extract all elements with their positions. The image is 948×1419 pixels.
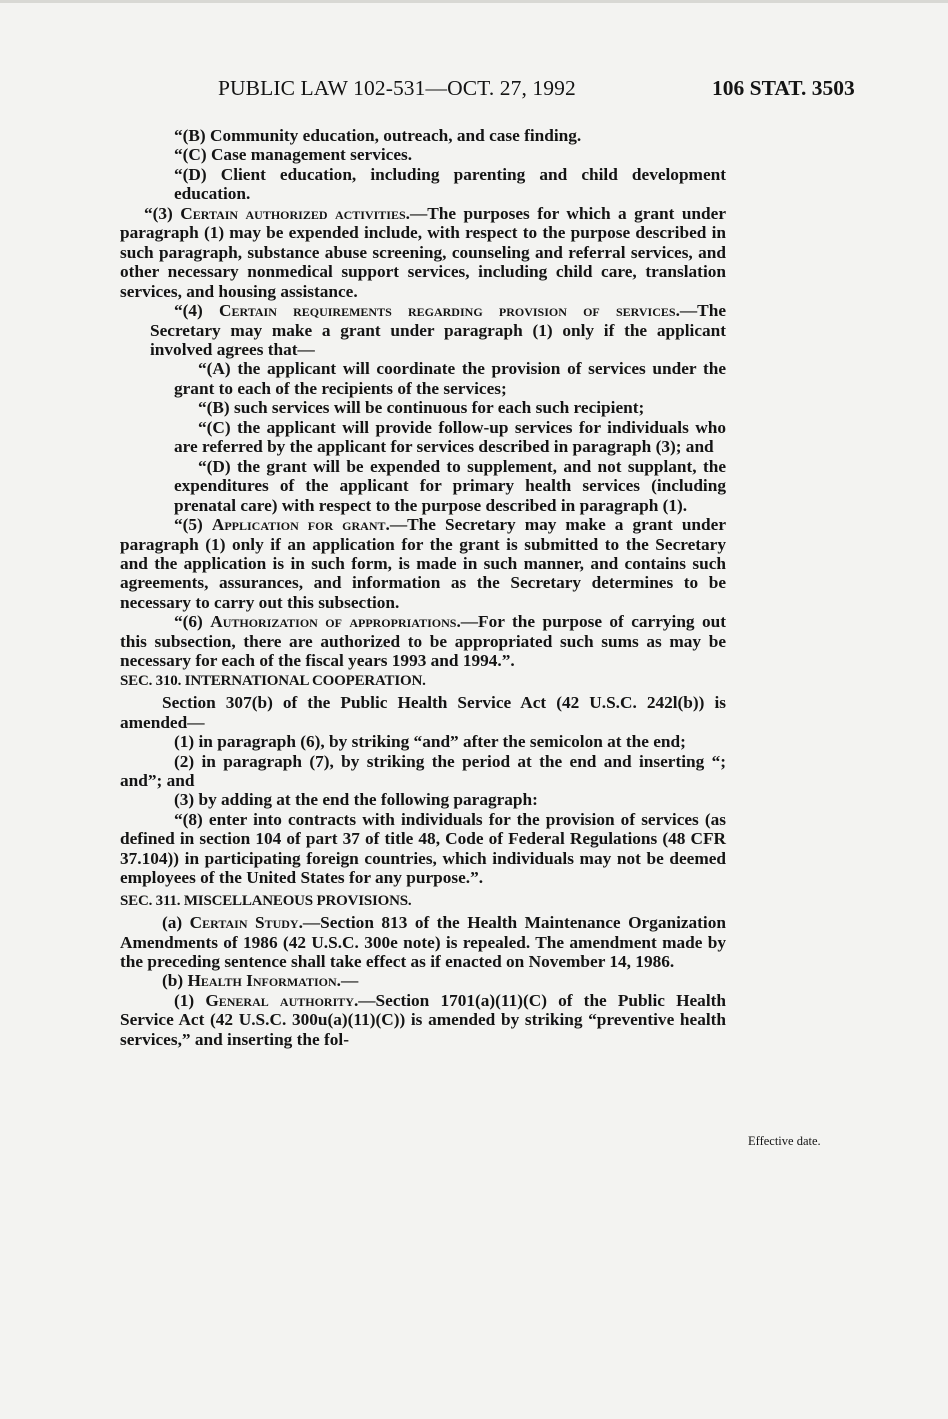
paragraph-3-lead: “(3) bbox=[144, 203, 181, 223]
paragraph-4-heading: Certain requirements regarding provision of services bbox=[219, 301, 676, 321]
subsection-b-text: .— bbox=[336, 971, 359, 991]
section-310-paragraph-8: “(8) enter into contracts with individuals for the provision of services (as defined in section 104 of part 37 of title 48, Code of Federal Regulations (48 CFR 37.104)) in participating foreign countries, which individuals may not be deemed employees of the United States for any purpose.”. bbox=[120, 809, 726, 888]
subsection-b-paragraph-1 bbox=[120, 991, 726, 1049]
paragraph-D-client-education bbox=[120, 165, 726, 204]
paragraph-b1-lead: (1) bbox=[174, 990, 206, 1010]
section-311-subsection-a bbox=[120, 913, 726, 971]
running-head-title: PUBLIC LAW 102-531—OCT. 27, 1992 bbox=[218, 76, 576, 100]
section-311-heading: SEC. 311. MISCELLANEOUS PROVISIONS. bbox=[120, 892, 412, 909]
paragraph-C-case-management: “(C) Case management services. bbox=[174, 145, 413, 165]
subsection-b-lead: (b) bbox=[162, 971, 188, 991]
statute-page-number: 106 STAT. 3503 bbox=[712, 76, 855, 100]
paragraph-D-text: “(D) Client education, including parenting and child development education. bbox=[174, 164, 726, 204]
paragraph-6-appropriations bbox=[120, 612, 726, 670]
paragraph-3-authorized-activities bbox=[90, 204, 726, 301]
paragraph-6-heading: Authorization of appropriations bbox=[210, 612, 457, 632]
scan-edge bbox=[0, 0, 948, 3]
paragraph-B-outreach: “(B) Community education, outreach, and case finding. bbox=[174, 126, 582, 145]
paragraph-4A-coordinate: “(A) the applicant will coordinate the provision of services under the grant to each of the recipients of the services; bbox=[174, 359, 726, 398]
section-311-subsection-b bbox=[120, 971, 726, 990]
paragraph-4-text: .—The Secretary may make a grant under paragraph (1) only if the applicant involved agrees that— bbox=[150, 301, 726, 359]
paragraph-4B-continuous: “(B) such services will be continuous for each such recipient; bbox=[198, 398, 645, 418]
subsection-a-lead: (a) bbox=[162, 913, 190, 933]
paragraph-5-application bbox=[120, 515, 726, 612]
section-310-item-2: (2) in paragraph (7), by striking the period at the end and inserting “; and”; and bbox=[120, 751, 726, 790]
law-text-column bbox=[120, 126, 726, 1049]
paragraph-4C-follow-up: “(C) the applicant will provide follow-up services for individuals who are referred by the applicant for services described in paragraph (3); and bbox=[174, 417, 726, 457]
paragraph-5-heading: Application for grant bbox=[211, 515, 386, 535]
margin-note-effective-date: Effective date. bbox=[748, 1134, 821, 1148]
paragraph-4D-supplement: “(D) the grant will be expended to supplement, and not supplant, the expenditures of the applicant for primary health services (including prenatal care) with respect to the purpose described in paragraph (1). bbox=[174, 456, 726, 515]
section-310-intro: Section 307(b) of the Public Health Service Act (42 U.S.C. 242l(b)) is amended— bbox=[120, 693, 726, 732]
paragraph-3-text: .—The purposes for which a grant under paragraph (1) may be expended include, with respect to the purpose described in such paragraph, substance abuse screening, counseling and referral services, and other necessary nonmedical support services, including child care, translation services, and housing assistance. bbox=[120, 203, 726, 301]
paragraph-4-lead: “(4) bbox=[174, 301, 220, 321]
paragraph-b1-text: .—Section 1701(a)(11)(C) of the Public Health Service Act (42 U.S.C. 300u(a)(11)(C)) is amended by striking “preventive health services,” and inserting the fol- bbox=[120, 990, 726, 1049]
paragraph-b1-heading: General authority bbox=[205, 990, 354, 1010]
subsection-b-heading: Health Information bbox=[187, 971, 337, 991]
paragraph-3-heading: Certain authorized activities bbox=[180, 203, 406, 223]
subsection-a-text: .—Section 813 of the Health Maintenance Organization Amendments of 1986 (42 U.S.C. 300e note) is repealed. The amendment made by the preceding sentence shall take effect as if enacted on November 14, 1986. bbox=[120, 913, 726, 972]
section-310-item-1: (1) in paragraph (6), by striking “and” after the semicolon at the end; bbox=[174, 732, 686, 752]
paragraph-5-lead: “(5) bbox=[174, 515, 212, 535]
paragraph-4-requirements bbox=[120, 301, 726, 359]
section-310-heading: SEC. 310. INTERNATIONAL COOPERATION. bbox=[120, 672, 426, 689]
paragraph-5-text: .—The Secretary may make a grant under paragraph (1) only if an application for the grant is submitted to the Secretary and the application is in such form, is made in such manner, and contains such agreements, assurances, and information as the Secretary determines to be necessary to carry out this subsection. bbox=[120, 515, 726, 612]
subsection-a-heading: Certain Study bbox=[189, 913, 299, 933]
paragraph-6-lead: “(6) bbox=[174, 612, 211, 632]
paragraph-6-text: .—For the purpose of carrying out this subsection, there are authorized to be appropriated such sums as may be necessary for each of the fiscal years 1993 and 1994.”. bbox=[120, 612, 726, 671]
page-header bbox=[0, 72, 948, 106]
section-310-item-3: (3) by adding at the end the following paragraph: bbox=[174, 790, 538, 810]
